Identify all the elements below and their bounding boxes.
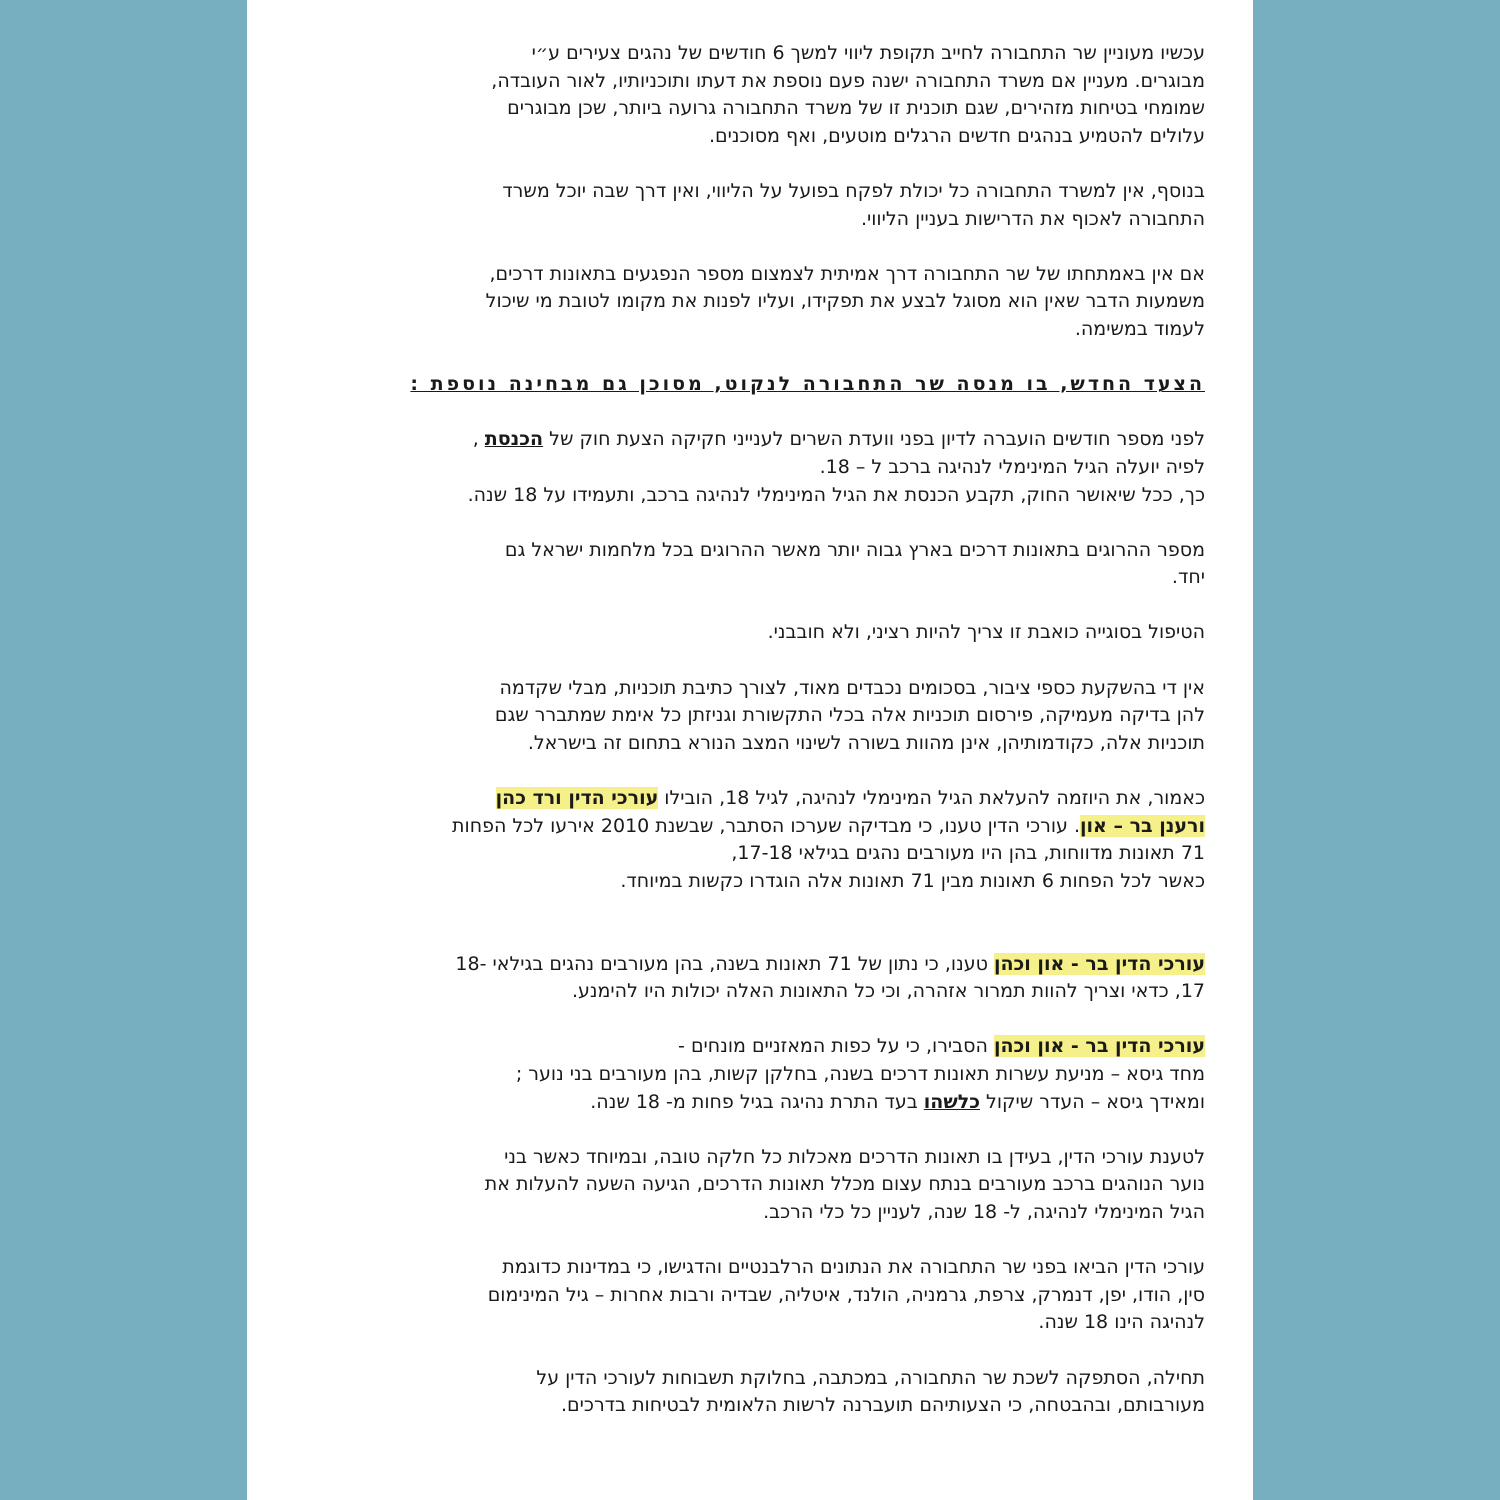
paragraph-public-funds [307, 675, 1205, 758]
text-line [307, 426, 1205, 454]
text-line: עלולים להטמיע בנהגים חדשים הרגלים מוטעים, ואף מסוכנים. [709, 124, 1205, 147]
text-line [307, 1033, 1205, 1061]
text-line: כך, ככל שיאושר החוק, תקבע הכנסת את הגיל המינימלי לנהיגה ברכב, ותעמידו על 18 שנה. [467, 483, 1205, 506]
paragraph-enforcement [307, 178, 1205, 233]
paragraph-initiative [307, 785, 1205, 895]
text-line: לפיה יועלה הגיל המינימלי לנהיגה ברכב ל – 18. [819, 455, 1205, 478]
text-line: אין די בהשקעת כספי ציבור, בסכומים נכבדים מאוד, לצורך כתיבת תוכניות, מבלי שקדמה [499, 676, 1205, 699]
text-run: . עורכי הדין טענו, כי מבדיקה שערכו הסתבר, שבשנת 2010 אירעו לכל הפחות [452, 814, 1080, 837]
text-line: לטענת עורכי הדין, בעידן בו תאונות הדרכים מאכלות כל חלקה טובה, ובמיוחד כאשר בני [504, 1145, 1205, 1168]
text-run: בעד התרת נהיגה בגיל פחות מ- 18 שנה. [590, 1090, 918, 1113]
blank-line [307, 923, 1205, 951]
text-run: ומאידך גיסא – העדר שיקול [986, 1090, 1205, 1113]
paragraph-serious-treatment [307, 619, 1205, 647]
text-line: עכשיו מעוניין שר התחבורה לחייב תקופת ליווי למשך 6 חודשים של נהגים צעירים ע״י [531, 42, 1205, 64]
highlighted-names: עורכי הדין בר - און וכהן [993, 952, 1205, 975]
text-line: אם אין באמתחתו של שר התחבורה דרך אמיתית לצמצום מספר הנפגעים בתאונות דרכים, [489, 262, 1205, 285]
text-line: מחד גיסא – מניעת עשרות תאונות דרכים בשנה, בחלקן קשות, בהן מעורבים בני נוער ; [515, 1062, 1205, 1085]
text-line: מספר ההרוגים בתאונות דרכים בארץ גבוה יותר מאשר ההרוגים בכל מלחמות ישראל גם [504, 538, 1205, 561]
text-line: בנוסף, אין למשרד התחבורה כל יכולת לפקח בפועל על הליווי, ואין דרך שבה יוכל משרד [502, 179, 1205, 202]
text-line: משמעות הדבר שאין הוא מסוגל לבצע את תפקידו, ועליו לפנות את מקומו לטובת מי שיכול [485, 290, 1205, 313]
paragraph-escort-plan [307, 40, 1205, 150]
highlighted-names: עורכי הדין בר - און וכהן [993, 1035, 1205, 1058]
paragraph-law-proposal [307, 426, 1205, 509]
text-line [307, 813, 1205, 841]
text-line: התחבורה לאכוף את הדרישות בעניין הליווי. [860, 207, 1205, 230]
text-line: להן בדיקה מעמיקה, פירסום תוכניות אלה בכלי התקשורת וגניזתן כל אימת שמתברר שגם [494, 704, 1205, 727]
text-line [307, 951, 1205, 979]
text-line: כאשר לכל הפחות 6 תאונות מבין 71 תאונות אלה הוגדרו כקשות במיוחד. [620, 869, 1205, 892]
text-line: מבוגרים. מעניין אם משרד התחבורה ישנה פעם נוספת את דעתו ותוכניותיו, לאור העובדה, [491, 69, 1205, 92]
paragraph-casualties [307, 537, 1205, 592]
text-line: הגיל המינימלי לנהיגה, ל- 18 שנה, לעניין כל כלי הרכב. [763, 1200, 1205, 1223]
text-line: 71 תאונות מדווחות, בהן היו מעורבים נהגים בגילאי 17-18, [731, 842, 1205, 865]
text-line: שמומחי בטיחות מזהירים, שגם תוכנית זו של משרד התחבורה גרועה ביותר, שכן מבוגרים [507, 97, 1205, 120]
text-run: לפני מספר חודשים הועברה לדיון בפני וועדת השרים לענייני חקיקה הצעת חוק של [549, 428, 1205, 451]
highlighted-names: עורכי הדין ורד כהן [495, 787, 659, 810]
document-body [307, 40, 1205, 1447]
text-line: יחד. [1171, 566, 1205, 589]
section-heading-text: הצעד החדש, בו מנסה שר התחבורה לנקוט, מסוכן גם מבחינה נוספת : [410, 373, 1205, 396]
text-line: עורכי הדין הביאו בפני שר התחבורה את הנתונים הרלבנטיים והדגישו, כי במדינות כדוגמת [502, 1256, 1205, 1279]
text-line: מעורבותם, ובהבטחה, כי הצעותיהם תועברנה לרשות הלאומית לבטיחות בדרכים. [561, 1394, 1205, 1417]
text-line: הטיפול בסוגייה כואבת זו צריך להיות רציני, ולא חובבני. [767, 621, 1205, 644]
emphasized-word: כלשהו [923, 1090, 980, 1113]
text-line [307, 1089, 1205, 1117]
emphasized-word: הכנסת [484, 428, 544, 451]
paragraph-minister-role [307, 261, 1205, 344]
paragraph-lawyers-argument [307, 1144, 1205, 1227]
text-run: טענו, כי נתון של 71 תאונות בשנה, בהן מעורבים נהגים בגילאי -18 [455, 952, 988, 975]
text-line: נוער הנוהגים ברכב מעורבים בנתח עצום מכלל תאונות הדרכים, הגיעה השעה להעלות את [484, 1173, 1205, 1196]
text-line: לנהיגה הינו 18 שנה. [1038, 1311, 1205, 1334]
paragraph-balance [307, 1033, 1205, 1116]
paragraph-claim [307, 951, 1205, 1006]
text-line: תחילה, הסתפקה לשכת שר התחבורה, במכתבה, בחלוקת תשבוחות לעורכי הדין על [536, 1366, 1205, 1389]
text-line: לעמוד במשימה. [1074, 317, 1205, 340]
text-run: כאמור, את היוזמה להעלאת הגיל המינימלי לנהיגה, לגיל 18, הובילו [664, 787, 1205, 810]
text-run: הסבירו, כי על כפות המאזניים מונחים - [678, 1035, 988, 1058]
highlighted-names: ורענן בר – און [1080, 814, 1205, 837]
text-run: , [472, 428, 479, 451]
paragraph-ministry-response [307, 1365, 1205, 1420]
paragraph-countries [307, 1254, 1205, 1337]
text-line: סין, הודו, יפן, דנמרק, צרפת, גרמניה, הולנד, איטליה, שבדיה ורבות אחרות – גיל המינימום [487, 1283, 1205, 1306]
text-line: תוכניות אלה, כקודמותיהן, אינן מהוות בשורה לשינוי המצב הנורא בתחום זה בישראל. [527, 731, 1205, 754]
section-heading [307, 371, 1205, 399]
document-page [247, 0, 1253, 1500]
text-line [307, 785, 1205, 813]
text-line: 17, כדאי וצריך להוות תמרור אזהרה, וכי כל התאונות האלה יכולות היו להימנע. [571, 980, 1205, 1003]
